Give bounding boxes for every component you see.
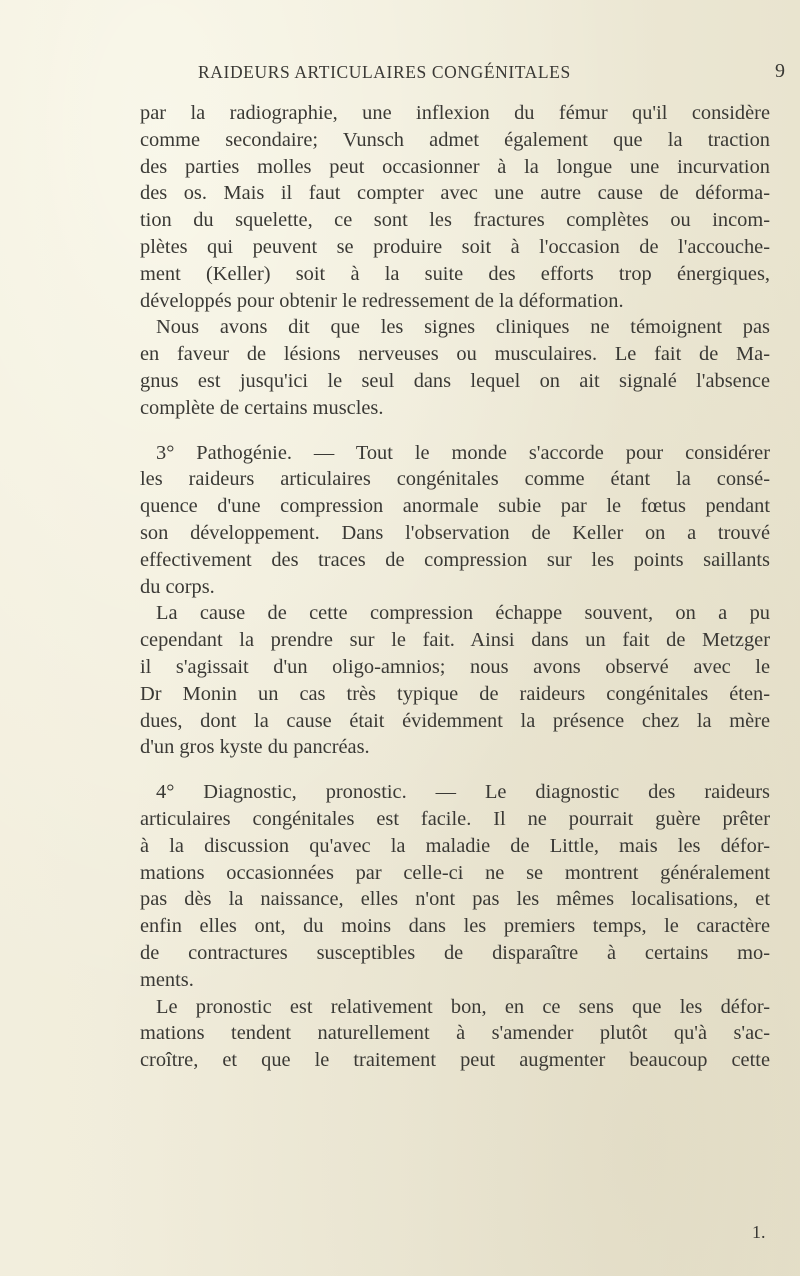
text-line: articulaires congénitales est facile. Il ne pourrait guère prêter [140, 807, 770, 830]
section-pathogenie [140, 440, 770, 601]
text-line: pas dès la naissance, elles n'ont pas les mêmes localisations, et [140, 888, 770, 911]
text-line: Nous avons dit que les signes cliniques ne témoignent pas [156, 316, 770, 339]
section-diagnostic [140, 779, 770, 993]
text-line: les raideurs articulaires congénitales comme étant la consé- [140, 468, 770, 491]
text-line: quence d'une compression anormale subie par le fœtus pendant [140, 495, 770, 518]
text-line: du corps. [140, 575, 215, 598]
paragraph [140, 994, 770, 1074]
paragraph [140, 314, 770, 421]
text-line: Le pronostic est relativement bon, en ce sens que les défor- [156, 995, 770, 1018]
running-head: RAIDEURS ARTICULAIRES CONGÉNITALES [198, 62, 571, 82]
text-line: dues, dont la cause était évidemment la présence chez la mère [140, 709, 770, 732]
paragraph [140, 100, 770, 314]
page-number: 9 [775, 60, 785, 82]
text-line: plètes qui peuvent se produire soit à l'occasion de l'accouche- [140, 235, 770, 258]
text-line: développés pour obtenir le redressement de la déformation. [140, 289, 624, 312]
text-line: des os. Mais il faut compter avec une autre cause de déforma- [140, 182, 770, 205]
section-gap [140, 761, 770, 779]
text-line: La cause de cette compression échappe souvent, on a pu [156, 602, 770, 625]
text-line: en faveur de lésions nerveuses ou musculaires. Le fait de Ma- [140, 343, 770, 366]
paragraph [140, 600, 770, 761]
text-line: gnus est jusqu'ici le seul dans lequel on ait signalé l'absence [140, 369, 770, 392]
page-header [198, 62, 798, 92]
text-line: Dr Monin un cas très typique de raideurs congénitales éten- [140, 682, 770, 705]
text-line: complète de certains muscles. [140, 396, 384, 419]
text-line: son développement. Dans l'observation de Keller on a trouvé [140, 521, 770, 544]
text-line: croître, et que le traitement peut augmenter beaucoup cette [140, 1049, 770, 1072]
text-line: comme secondaire; Vunsch admet également que la traction [140, 128, 770, 151]
text-line: il s'agissait d'un oligo-amnios; nous avons observé avec le [140, 655, 770, 678]
section-heading-line: 4° Diagnostic, pronostic. — Le diagnostic des raideurs [156, 781, 770, 804]
body-text [140, 100, 770, 1074]
text-line: enfin elles ont, du moins dans les premiers temps, le caractère [140, 915, 770, 938]
text-line: mations tendent naturellement à s'amender plutôt qu'à s'ac- [140, 1022, 770, 1045]
text-line: de contractures susceptibles de disparaître à certains mo- [140, 941, 770, 964]
text-line: tion du squelette, ce sont les fractures complètes ou incom- [140, 209, 770, 232]
text-line: des parties molles peut occasionner à la longue une incurvation [140, 155, 770, 178]
section-heading-line: 3° Pathogénie. — Tout le monde s'accorde pour considérer [156, 441, 770, 464]
text-line: à la discussion qu'avec la maladie de Little, mais les défor- [140, 834, 770, 857]
text-line: effectivement des traces de compression sur les points saillants [140, 548, 770, 571]
text-line: d'un gros kyste du pancréas. [140, 736, 370, 759]
signature-mark: 1. [752, 1222, 766, 1242]
text-line: mations occasionnées par celle-ci ne se montrent généralement [140, 861, 770, 884]
section-gap [140, 422, 770, 440]
text-line: ments. [140, 968, 194, 991]
text-line: ment (Keller) soit à la suite des efforts trop énergiques, [140, 262, 770, 285]
text-line: par la radiographie, une inflexion du fémur qu'il considère [140, 102, 770, 124]
text-line: cependant la prendre sur le fait. Ainsi dans un fait de Metzger [140, 629, 770, 652]
